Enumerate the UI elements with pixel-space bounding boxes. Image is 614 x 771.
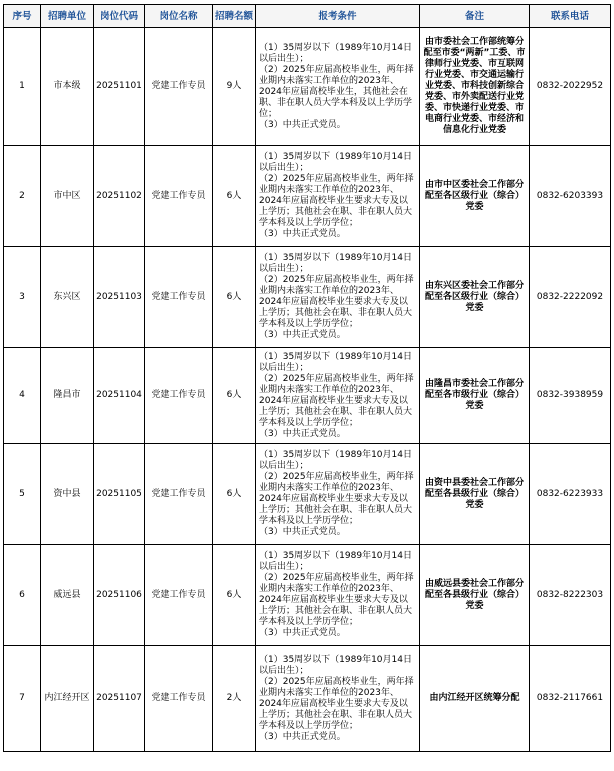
cell-no: 4 — [4, 348, 41, 444]
cell-phone: 0832-2117661 — [530, 646, 611, 752]
condition-education: （2）2025年应届高校毕业生，两年择业期内未落实工作单位的2023年、2024年应届高校毕业生，其他社会在职、非在职人员大学本科及以上学历学位； — [259, 64, 414, 119]
cell-no: 3 — [4, 247, 41, 348]
cell-unit: 资中县 — [41, 444, 94, 545]
condition-party: （3）中共正式党员。 — [259, 330, 346, 340]
cell-note: 由隆昌市委社会工作部分配至各市级行业（综合）党委 — [420, 348, 530, 444]
cell-quota: 6人 — [213, 146, 256, 247]
cell-quota: 6人 — [213, 247, 256, 348]
recruitment-table — [3, 4, 611, 752]
cell-unit: 隆昌市 — [41, 348, 94, 444]
cell-quota: 6人 — [213, 348, 256, 444]
condition-age: （1）35周岁以下（1989年10月14日以后出生）； — [259, 152, 412, 173]
cell-note: 由威远县委社会工作部分配至各县级行业（综合）党委 — [420, 545, 530, 646]
header-note: 备注 — [420, 5, 530, 28]
cell-no: 1 — [4, 28, 41, 146]
condition-education: （2）2025年应届高校毕业生，两年择业期内未落实工作单位的2023年、2024年应届高校毕业生要求大专及以上学历；其他社会在职、非在职人员大学本科及以上学历学位； — [259, 174, 414, 228]
header-quota: 招聘名额 — [213, 5, 256, 28]
table-row — [4, 348, 611, 444]
cell-note: 由市中区委社会工作部分配至各区级行业（综合）党委 — [420, 146, 530, 247]
cell-conditions — [256, 247, 420, 348]
cell-unit: 内江经开区 — [41, 646, 94, 752]
cell-unit: 市本级 — [41, 28, 94, 146]
cell-phone: 0832-6203393 — [530, 146, 611, 247]
cell-unit: 威远县 — [41, 545, 94, 646]
condition-party: （3）中共正式党员。 — [259, 229, 346, 239]
table-row — [4, 28, 611, 146]
condition-education: （2）2025年应届高校毕业生，两年择业期内未落实工作单位的2023年、2024年应届高校毕业生要求大专及以上学历；其他社会在职、非在职人员大学本科及以上学历学位； — [259, 275, 414, 329]
cell-note: 由东兴区委社会工作部分配至各区级行业（综合）党委 — [420, 247, 530, 348]
condition-party: （3）中共正式党员。 — [259, 527, 346, 537]
cell-code: 20251106 — [94, 545, 145, 646]
table-row — [4, 444, 611, 545]
cell-name: 党建工作专员 — [145, 646, 213, 752]
table-row — [4, 545, 611, 646]
condition-age: （1）35周岁以下（1989年10月14日以后出生）； — [259, 42, 412, 64]
cell-no: 7 — [4, 646, 41, 752]
cell-note: 由市委社会工作部统筹分配至市委“两新”工委、市律师行业党委、市互联网行业党委、市交通运输行业党委、市科技创新综合党委、市外卖配送行业党委、市快递行业党委、市电商行业党委、市经济和信息化行业党委 — [420, 28, 530, 146]
table-row — [4, 146, 611, 247]
cell-name: 党建工作专员 — [145, 28, 213, 146]
cell-conditions — [256, 545, 420, 646]
cell-no: 6 — [4, 545, 41, 646]
header-conditions: 报考条件 — [256, 5, 420, 28]
cell-no: 2 — [4, 146, 41, 247]
cell-phone: 0832-3938959 — [530, 348, 611, 444]
condition-age: （1）35周岁以下（1989年10月14日以后出生）； — [259, 351, 412, 373]
condition-age: （1）35周岁以下（1989年10月14日以后出生）； — [259, 654, 412, 676]
cell-quota: 6人 — [213, 545, 256, 646]
cell-note: 由内江经开区统筹分配 — [420, 646, 530, 752]
condition-age: （1）35周岁以下（1989年10月14日以后出生）； — [259, 450, 412, 471]
cell-conditions — [256, 28, 420, 146]
cell-code: 20251101 — [94, 28, 145, 146]
header-name: 岗位名称 — [145, 5, 213, 28]
cell-name: 党建工作专员 — [145, 444, 213, 545]
cell-name: 党建工作专员 — [145, 247, 213, 348]
condition-education: （2）2025年应届高校毕业生，两年择业期内未落实工作单位的2023年、2024年应届高校毕业生要求大专及以上学历；其他社会在职、非在职人员大学本科及以上学历学位； — [259, 573, 414, 627]
header-code: 岗位代码 — [94, 5, 145, 28]
table-row — [4, 247, 611, 348]
cell-unit: 东兴区 — [41, 247, 94, 348]
cell-name: 党建工作专员 — [145, 545, 213, 646]
cell-quota: 2人 — [213, 646, 256, 752]
cell-code: 20251105 — [94, 444, 145, 545]
cell-conditions — [256, 348, 420, 444]
cell-unit: 市中区 — [41, 146, 94, 247]
cell-quota: 6人 — [213, 444, 256, 545]
cell-name: 党建工作专员 — [145, 146, 213, 247]
cell-name: 党建工作专员 — [145, 348, 213, 444]
cell-conditions — [256, 646, 420, 752]
cell-phone: 0832-8222303 — [530, 545, 611, 646]
cell-conditions — [256, 146, 420, 247]
cell-code: 20251107 — [94, 646, 145, 752]
cell-quota: 9人 — [213, 28, 256, 146]
table-row — [4, 646, 611, 752]
condition-party: （3）中共正式党员。 — [259, 731, 346, 742]
header-phone: 联系电话 — [530, 5, 611, 28]
condition-education: （2）2025年应届高校毕业生，两年择业期内未落实工作单位的2023年、2024年应届高校毕业生要求大专及以上学历；其他社会在职、非在职人员大学本科及以上学历学位； — [259, 676, 414, 731]
header-row — [4, 5, 611, 28]
cell-phone: 0832-2222092 — [530, 247, 611, 348]
cell-conditions — [256, 444, 420, 545]
cell-note: 由资中县委社会工作部分配至各县级行业（综合）党委 — [420, 444, 530, 545]
condition-education: （2）2025年应届高校毕业生，两年择业期内未落实工作单位的2023年、2024年应届高校毕业生要求大专及以上学历；其他社会在职、非在职人员大学本科及以上学历学位； — [259, 373, 414, 428]
cell-no: 5 — [4, 444, 41, 545]
cell-code: 20251102 — [94, 146, 145, 247]
cell-phone: 0832-2022952 — [530, 28, 611, 146]
header-no: 序号 — [4, 5, 41, 28]
condition-age: （1）35周岁以下（1989年10月14日以后出生）； — [259, 253, 412, 274]
condition-party: （3）中共正式党员。 — [259, 628, 346, 638]
condition-party: （3）中共正式党员。 — [259, 428, 346, 439]
condition-age: （1）35周岁以下（1989年10月14日以后出生）； — [259, 551, 412, 572]
header-unit: 招聘单位 — [41, 5, 94, 28]
cell-code: 20251103 — [94, 247, 145, 348]
condition-education: （2）2025年应届高校毕业生，两年择业期内未落实工作单位的2023年、2024年应届高校毕业生要求大专及以上学历；其他社会在职、非在职人员大学本科及以上学历学位； — [259, 472, 414, 526]
condition-party: （3）中共正式党员。 — [259, 119, 346, 130]
cell-phone: 0832-6223933 — [530, 444, 611, 545]
cell-code: 20251104 — [94, 348, 145, 444]
